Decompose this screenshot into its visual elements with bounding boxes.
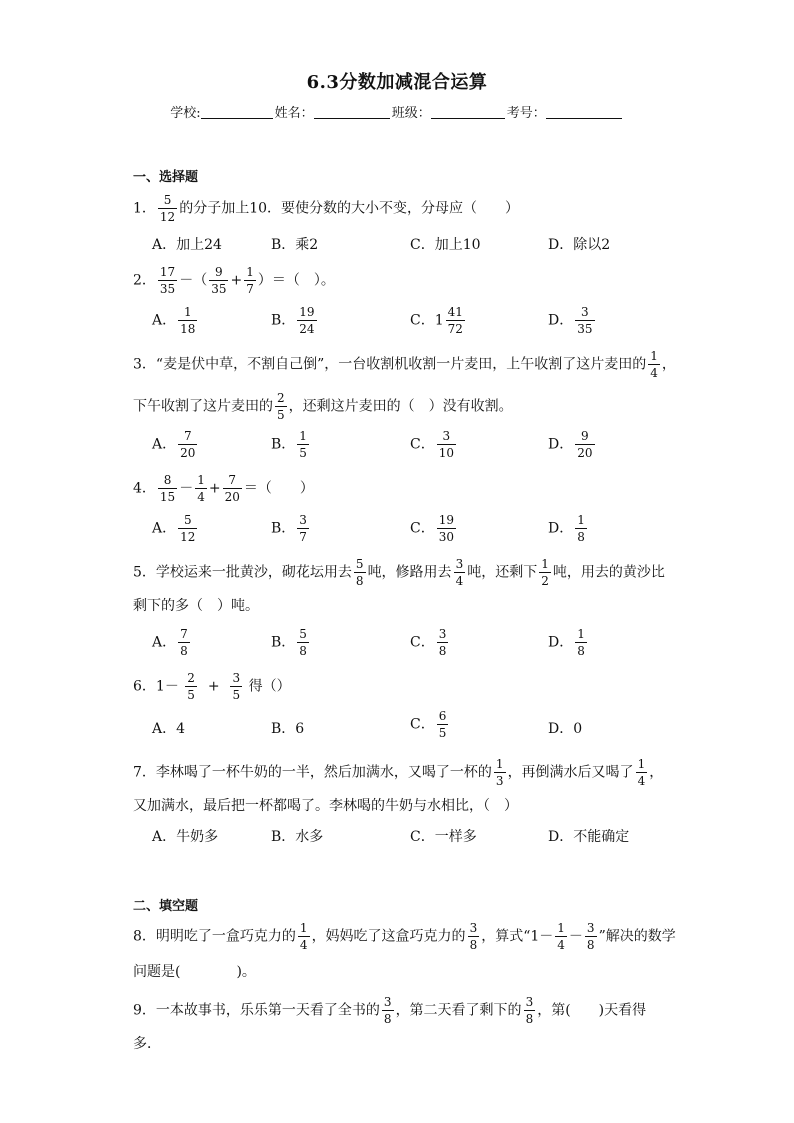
- q2-option-b[interactable]: B． $\frac{19}{24}$: [271, 305, 315, 336]
- q5-text-3: 吨，还剩下: [467, 564, 538, 581]
- name-label: 姓名：: [274, 106, 314, 121]
- q4-option-b[interactable]: B． $\frac{3}{7}$: [271, 513, 307, 544]
- q6-option-a[interactable]: A．4: [152, 721, 186, 737]
- q4-frac-2: $\frac{1}{4}$: [197, 473, 205, 504]
- school-label: 学校:: [170, 106, 201, 121]
- number-label: 考号：: [506, 106, 546, 121]
- q5-text-2: 吨，修路用去: [367, 564, 452, 581]
- question-2: [133, 266, 335, 295]
- q2-option-d[interactable]: D． $\frac{3}{35}$: [548, 305, 593, 336]
- name-blank[interactable]: [314, 104, 390, 119]
- q5-frac-3: $\frac{1}{2}$: [541, 557, 549, 588]
- q1-fraction: $\frac{5}{12}$: [159, 193, 176, 224]
- q6-tail: 得（）: [248, 678, 291, 695]
- question-7-line-2: 又加满水，最后把一杯都喝了。李林喝的牛奶与水相比，（ ）: [133, 798, 518, 814]
- school-blank[interactable]: [201, 104, 273, 119]
- q5-option-d[interactable]: D． $\frac{1}{8}$: [548, 627, 585, 658]
- q1-text: 的分子加上10．要使分数的大小不变，分母应（ ）: [179, 200, 520, 217]
- page-title: 6.3分数加减混合运算: [306, 72, 488, 93]
- q8-text-2: ，妈妈吃了这盒巧克力的: [311, 928, 466, 945]
- question-3-line-2: [133, 392, 513, 421]
- q3-option-d[interactable]: D． $\frac{9}{20}$: [548, 429, 593, 460]
- q3-frac-1: $\frac{1}{4}$: [650, 349, 658, 380]
- q7-comma: ，: [649, 764, 664, 781]
- q3-option-b[interactable]: B． $\frac{1}{5}$: [271, 429, 307, 460]
- q8-text-1: 明明吃了一盒巧克力的: [155, 928, 296, 945]
- q3-text-1: “麦是伏中草，不割自己倒”，一台收割机收割一片麦田，上午收割了这片麦田的: [155, 356, 647, 373]
- q8-text-4: ”解决的数学: [598, 928, 676, 945]
- q3-text-2: 下午收割了这片麦田的: [133, 398, 273, 415]
- q9-text-3[interactable]: ，第( )天看得: [537, 1002, 647, 1019]
- q6-plus: +: [207, 678, 220, 695]
- q3-option-c[interactable]: C． $\frac{3}{10}$: [410, 429, 454, 460]
- question-9-line-1: [133, 996, 646, 1025]
- q9-number: 9．: [133, 1002, 156, 1019]
- q6-option-b[interactable]: B．6: [271, 721, 305, 737]
- section-fill-blank: 二、填空题: [133, 899, 199, 914]
- q1-option-a[interactable]: A．加上24: [152, 237, 222, 253]
- q4-option-d[interactable]: D． $\frac{1}{8}$: [548, 513, 585, 544]
- q6-option-c[interactable]: C． $\frac{6}{5}$: [410, 709, 447, 740]
- question-6: [133, 672, 291, 701]
- q2-number: 2．: [133, 272, 156, 289]
- q5-number: 5．: [133, 564, 156, 581]
- q8-frac-2: $\frac{3}{8}$: [469, 921, 478, 952]
- q9-frac-2: $\frac{3}{8}$: [525, 995, 534, 1026]
- q8-frac-4: $\frac{3}{8}$: [586, 921, 595, 952]
- question-5-line-2: 剩下的多（ ）吨。: [133, 598, 259, 614]
- q3-comma: ，: [661, 356, 676, 373]
- q6-lead: 1－: [155, 678, 179, 695]
- q2-tail: ）＝（ ）。: [257, 272, 335, 289]
- q4-number: 4．: [133, 480, 156, 497]
- q2-minus: －（: [179, 272, 208, 289]
- student-info-line: [0, 102, 794, 121]
- q8-number: 8．: [133, 928, 156, 945]
- q4-frac-3: $\frac{7}{20}$: [224, 473, 240, 504]
- question-1: [133, 194, 519, 223]
- q3-number: 3．: [133, 356, 156, 373]
- q9-frac-1: $\frac{3}{8}$: [383, 995, 392, 1026]
- q9-text-1: 一本故事书，乐乐第一天看了全书的: [155, 1002, 380, 1019]
- q2-frac-3: $\frac{1}{7}$: [246, 265, 254, 296]
- q2-frac-2: $\frac{9}{35}$: [211, 265, 227, 296]
- q2-option-a[interactable]: A． $\frac{1}{18}$: [152, 305, 196, 336]
- question-7-line-1: [133, 758, 663, 787]
- q8-minus: －: [568, 928, 583, 945]
- q1-option-c[interactable]: C．加上10: [410, 237, 481, 253]
- q7-frac-1: $\frac{1}{3}$: [495, 757, 504, 788]
- q4-tail: ＝（ ）: [243, 480, 314, 497]
- class-blank[interactable]: [431, 104, 505, 119]
- q7-text-1: 李林喝了一杯牛奶的一半，然后加满水，又喝了一杯的: [155, 764, 492, 781]
- q5-option-c[interactable]: C． $\frac{3}{8}$: [410, 627, 447, 658]
- q3-option-a[interactable]: A． $\frac{7}{20}$: [152, 429, 196, 460]
- q5-option-b[interactable]: B． $\frac{5}{8}$: [271, 627, 307, 658]
- q7-option-d[interactable]: D．不能确定: [548, 829, 630, 845]
- q6-number: 6．: [133, 678, 156, 695]
- q7-option-c[interactable]: C．一样多: [410, 829, 477, 845]
- q1-option-b[interactable]: B．乘2: [271, 237, 319, 253]
- question-9-line-2: 多．: [133, 1036, 161, 1052]
- q4-option-a[interactable]: A． $\frac{5}{12}$: [152, 513, 196, 544]
- q5-frac-2: $\frac{3}{4}$: [455, 557, 464, 588]
- q6-frac-2: $\frac{3}{5}$: [232, 671, 241, 702]
- q4-option-c[interactable]: C． $\frac{19}{30}$: [410, 513, 454, 544]
- q7-option-b[interactable]: B．水多: [271, 829, 324, 845]
- q7-text-2: ，再倒满水后又喝了: [507, 764, 634, 781]
- q6-frac-1: $\frac{2}{5}$: [187, 671, 195, 702]
- q7-option-a[interactable]: A．牛奶多: [152, 829, 219, 845]
- q2-option-c[interactable]: C．1 $\frac{41}{72}$: [410, 305, 463, 336]
- q8-text-3: ，算式“1－: [481, 928, 554, 945]
- q8-frac-3: $\frac{1}{4}$: [557, 921, 565, 952]
- question-3-line-1: [133, 350, 676, 379]
- q7-frac-2: $\frac{1}{4}$: [637, 757, 646, 788]
- q8-frac-1: $\frac{1}{4}$: [299, 921, 308, 952]
- question-8-line-1: [133, 922, 676, 951]
- q2-plus: +: [230, 272, 243, 289]
- q2-frac-1: $\frac{17}{35}$: [159, 265, 176, 296]
- q3-text-3: ，还剩这片麦田的（ ）没有收割。: [288, 398, 513, 415]
- q3-frac-2: $\frac{2}{5}$: [277, 391, 285, 422]
- question-4: [133, 474, 314, 503]
- q5-frac-1: $\frac{5}{8}$: [355, 557, 364, 588]
- q1-option-d[interactable]: D．除以2: [548, 237, 611, 253]
- question-5-line-1: [133, 558, 665, 587]
- q7-number: 7．: [133, 764, 156, 781]
- class-label: 班级：: [391, 106, 431, 121]
- number-blank[interactable]: [546, 104, 622, 119]
- question-8-line-2[interactable]: 问题是( )。: [133, 964, 256, 980]
- q5-text-1: 学校运来一批黄沙，砌花坛用去: [155, 564, 352, 581]
- q1-number: 1．: [133, 200, 156, 217]
- q4-frac-1: $\frac{8}{15}$: [159, 473, 176, 504]
- section-choice: 一、选择题: [133, 170, 199, 185]
- q4-minus: －: [179, 480, 194, 497]
- q9-text-2: ，第二天看了剩下的: [395, 1002, 522, 1019]
- q5-text-4: 吨，用去的黄沙比: [552, 564, 665, 581]
- q5-option-a[interactable]: A． $\frac{7}{8}$: [152, 627, 188, 658]
- q4-plus: +: [208, 480, 221, 497]
- q6-option-d[interactable]: D．0: [548, 721, 583, 737]
